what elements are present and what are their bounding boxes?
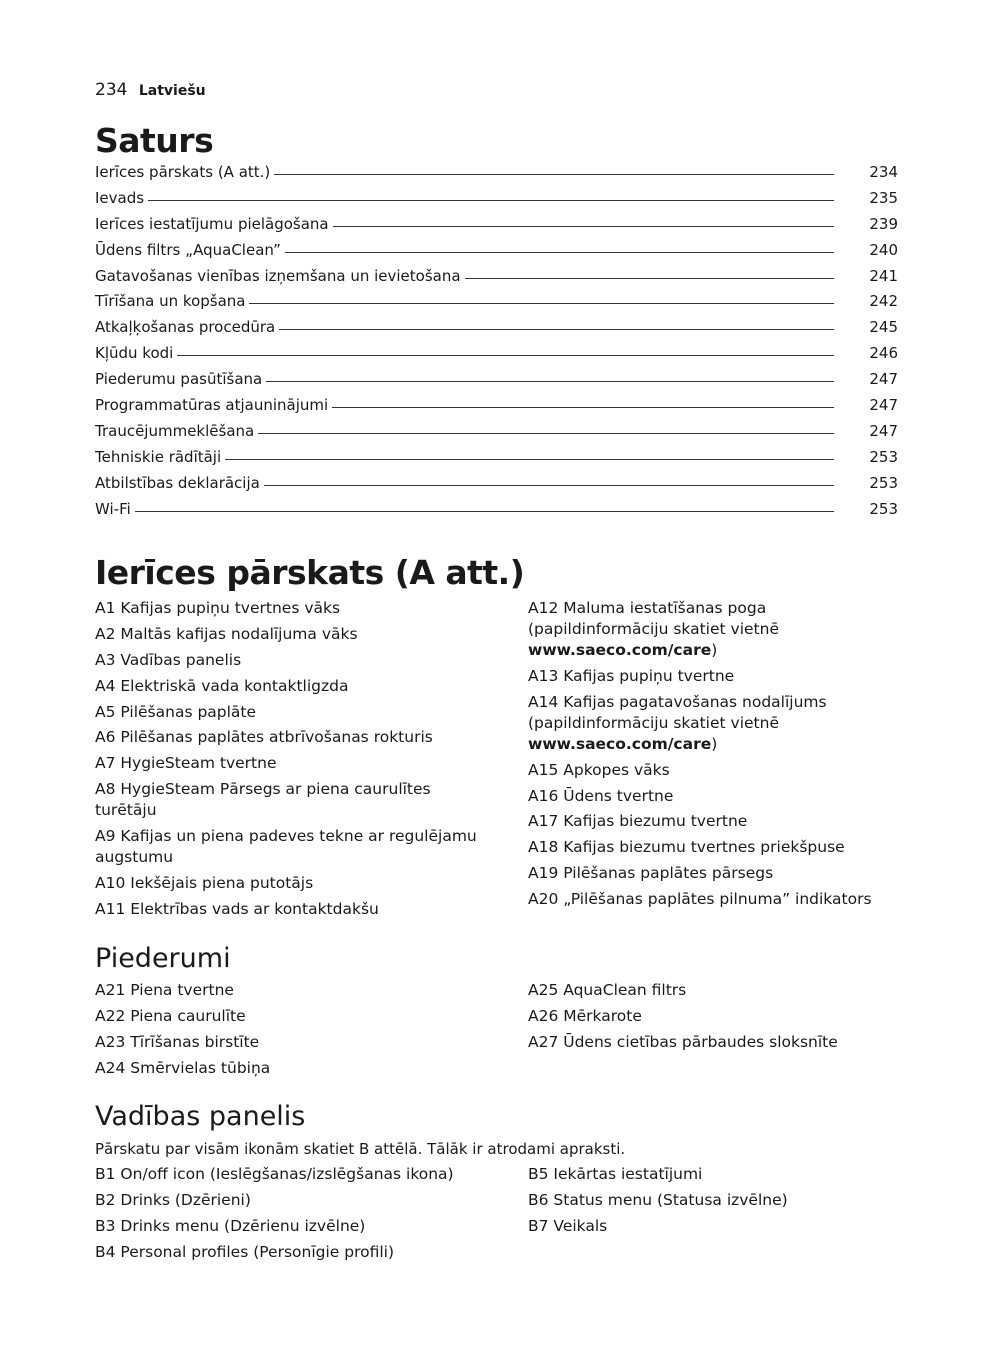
list-item: A22 Piena caurulīte [95, 1006, 246, 1025]
accessories-left-list [95, 980, 495, 1084]
control-panel-left-list [95, 1164, 515, 1268]
toc-entry[interactable]: Wi-Fi 253 [95, 499, 898, 518]
list-item: B4 Personal profiles (Personīgie profili) [95, 1242, 395, 1261]
list-item: A7 HygieSteam tvertne [95, 754, 277, 773]
control-panel-title: Vadības panelis [95, 1101, 306, 1132]
toc-entry[interactable]: Tīrīšana un kopšana 242 [95, 292, 898, 311]
list-item: A16 Ūdens tvertne [528, 786, 674, 805]
toc-title: Saturs [95, 121, 214, 160]
toc-entry[interactable]: Programmatūras atjauninājumi 247 [95, 396, 898, 415]
list-item: A11 Elektrības vads ar kontaktdakšu [95, 899, 379, 918]
list-item: A4 Elektriskā vada kontaktligzda [95, 676, 349, 695]
toc-entry[interactable]: Atkaļķošanas procedūra 245 [95, 318, 898, 337]
list-item: B2 Drinks (Dzērieni) [95, 1190, 251, 1209]
list-item: A21 Piena tvertne [95, 981, 234, 999]
list-item: B7 Veikals [528, 1216, 608, 1235]
list-item: A27 Ūdens cietības pārbaudes sloksnīte [528, 1032, 838, 1051]
table-of-contents [95, 163, 898, 525]
toc-entry[interactable]: Atbilstības deklarācija 253 [95, 473, 898, 492]
list-item: A9 Kafijas un piena padeves tekne ar regulējamu augstumu [95, 827, 477, 867]
list-item: B6 Status menu (Statusa izvēlne) [528, 1190, 788, 1209]
list-item: A3 Vadības panelis [95, 650, 242, 669]
list-item: B1 On/off icon (Ieslēgšanas/izslēgšanas ikona) [95, 1165, 454, 1183]
toc-entry[interactable]: Tehniskie rādītāji 253 [95, 447, 898, 466]
list-item: A10 Iekšējais piena putotājs [95, 874, 314, 893]
list-item: A8 HygieSteam Pārsegs ar piena caurulītes turētāju [95, 780, 431, 820]
list-item: A20 „Pilēšanas paplātes pilnuma” indikators [528, 890, 872, 909]
list-item: A13 Kafijas pupiņu tvertne [528, 666, 735, 685]
list-item: A25 AquaClean filtrs [528, 981, 687, 999]
list-item: A19 Pilēšanas paplātes pārsegs [528, 864, 774, 883]
list-item: A1 Kafijas pupiņu tvertnes vāks [95, 599, 341, 617]
overview-left-list [95, 598, 495, 925]
list-item: A17 Kafijas biezumu tvertne [528, 812, 748, 831]
toc-entry[interactable]: Piederumu pasūtīšana 247 [95, 370, 898, 389]
language-label: Latviešu [138, 83, 206, 99]
list-item: B5 Iekārtas iestatījumi [528, 1165, 703, 1183]
list-item: A6 Pilēšanas paplātes atbrīvošanas rokturis [95, 728, 433, 747]
list-item: A2 Maltās kafijas nodalījuma vāks [95, 624, 358, 643]
list-item: A23 Tīrīšanas birstīte [95, 1032, 260, 1051]
list-item: A24 Smērvielas tūbiņa [95, 1058, 271, 1077]
accessories-right-list [528, 980, 898, 1058]
list-item: A12 Maluma iestatīšanas poga (papildinformāciju skatiet vietnē www.saeco.com/care) [528, 599, 779, 659]
list-item: A5 Pilēšanas paplāte [95, 702, 257, 721]
list-item: B3 Drinks menu (Dzērienu izvēlne) [95, 1216, 366, 1235]
toc-entry[interactable]: Gatavošanas vienības izņemšana un ievietošana 241 [95, 266, 898, 285]
overview-title: Ierīces pārskats (A att.) [95, 553, 525, 592]
toc-entry[interactable]: Kļūdu kodi 246 [95, 344, 898, 363]
control-panel-intro: Pārskatu par visām ikonām skatiet B attēlā. Tālāk ir atrodami apraksti. [95, 1140, 626, 1158]
care-link[interactable]: www.saeco.com/care [528, 641, 712, 659]
overview-right-list [528, 598, 898, 915]
toc-entry[interactable]: Traucējummeklēšana 247 [95, 421, 898, 440]
running-header [95, 80, 206, 100]
accessories-title: Piederumi [95, 943, 231, 974]
toc-entry[interactable]: Ievads 235 [95, 188, 898, 207]
toc-entry[interactable]: Ūdens filtrs „AquaClean” 240 [95, 240, 898, 259]
care-link[interactable]: www.saeco.com/care [528, 734, 712, 753]
page-number: 234 [95, 80, 128, 100]
control-panel-right-list [528, 1164, 898, 1242]
list-item: A26 Mērkarote [528, 1006, 642, 1025]
list-item: A15 Apkopes vāks [528, 760, 670, 779]
list-item: A14 Kafijas pagatavošanas nodalījums (papildinformāciju skatiet vietnē www.saeco.com/care) [528, 692, 827, 753]
list-item: A18 Kafijas biezumu tvertnes priekšpuse [528, 838, 845, 857]
toc-entry[interactable]: Ierīces pārskats (A att.) 234 [95, 163, 898, 181]
toc-entry[interactable]: Ierīces iestatījumu pielāgošana 239 [95, 214, 898, 233]
